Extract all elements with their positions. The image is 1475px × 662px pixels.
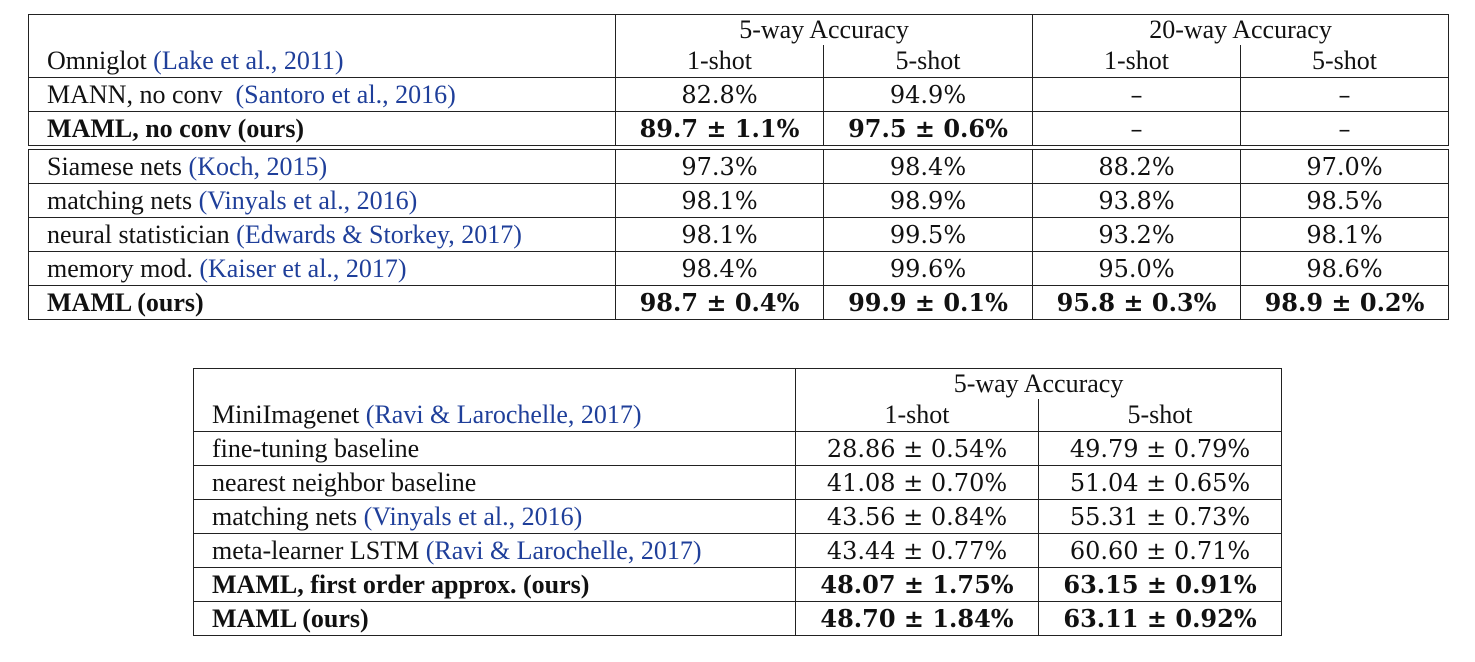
omniglot-dataset-citation[interactable]: (Lake et al., 2011): [153, 46, 344, 75]
method-name: MAML (ours): [212, 603, 369, 633]
method-name: MANN, no conv: [47, 79, 223, 109]
value-cell: 93.8%: [1033, 184, 1241, 218]
value-cell: 99.6%: [824, 252, 1033, 286]
mini-5shot-header: 5-shot: [1039, 399, 1282, 432]
omniglot-sub-header-row: [29, 45, 1449, 78]
method-cell: [29, 184, 616, 218]
table-row: [194, 466, 1282, 500]
value-cell: –: [1241, 78, 1449, 112]
method-cell: [29, 252, 616, 286]
mini-sub-header-row: [194, 399, 1282, 432]
omniglot-20way-header: 20-way Accuracy: [1033, 15, 1449, 46]
mini-5way-header: 5-way Accuracy: [796, 369, 1282, 400]
value-cell: 28.86 ± 0.54%: [796, 432, 1039, 466]
omniglot-20way-1shot-header: 1-shot: [1033, 45, 1241, 78]
method-name: Siamese nets: [47, 151, 183, 181]
method-cell: [29, 218, 616, 252]
method-cell: [29, 112, 616, 146]
value-cell: 51.04 ± 0.65%: [1039, 466, 1282, 500]
method-name: fine-tuning baseline: [212, 433, 420, 463]
omniglot-5way-5shot-header: 5-shot: [824, 45, 1033, 78]
omniglot-5way-1shot-header: 1-shot: [616, 45, 824, 78]
value-cell: 95.0%: [1033, 252, 1241, 286]
value-cell: 98.7 ± 0.4%: [616, 286, 824, 320]
method-citation[interactable]: (Koch, 2015): [188, 151, 328, 181]
value-cell: 98.1%: [1241, 218, 1449, 252]
method-name: MAML, no conv (ours): [47, 113, 305, 143]
method-citation[interactable]: (Edwards & Storkey, 2017): [236, 219, 522, 249]
mini-dataset-label: MiniImagenet: [212, 400, 360, 429]
value-cell: 98.5%: [1241, 184, 1449, 218]
omniglot-group-header-row: [29, 15, 1449, 46]
mini-dataset-cell: [194, 399, 796, 432]
value-cell: 98.4%: [824, 150, 1033, 184]
method-name: nearest neighbor baseline: [212, 467, 477, 497]
value-cell: 43.56 ± 0.84%: [796, 500, 1039, 534]
value-cell: 48.07 ± 1.75%: [796, 568, 1039, 602]
value-cell: –: [1033, 78, 1241, 112]
method-name: MAML, first order approx. (ours): [212, 569, 590, 599]
method-cell: [194, 602, 796, 636]
method-cell: [194, 534, 796, 568]
value-cell: 55.31 ± 0.73%: [1039, 500, 1282, 534]
value-cell: 98.4%: [616, 252, 824, 286]
value-cell: 97.5 ± 0.6%: [824, 112, 1033, 146]
value-cell: 60.60 ± 0.71%: [1039, 534, 1282, 568]
table-row: [29, 218, 1449, 252]
method-name: meta-learner LSTM: [212, 535, 420, 565]
method-name: matching nets: [47, 185, 193, 215]
method-cell: [194, 432, 796, 466]
value-cell: 63.15 ± 0.91%: [1039, 568, 1282, 602]
table-row: [194, 432, 1282, 466]
value-cell: 98.1%: [616, 218, 824, 252]
table-row: [194, 568, 1282, 602]
value-cell: 99.9 ± 0.1%: [824, 286, 1033, 320]
value-cell: 63.11 ± 0.92%: [1039, 602, 1282, 636]
method-cell: [29, 78, 616, 112]
method-citation[interactable]: (Vinyals et al., 2016): [363, 501, 583, 531]
method-name: memory mod.: [47, 253, 193, 283]
mini-corner-top: [194, 369, 796, 400]
mini-group-header-row: [194, 369, 1282, 400]
method-name: matching nets: [212, 501, 358, 531]
value-cell: 98.1%: [616, 184, 824, 218]
method-name: neural statistician: [47, 219, 230, 249]
omniglot-20way-5shot-header: 5-shot: [1241, 45, 1449, 78]
value-cell: 41.08 ± 0.70%: [796, 466, 1039, 500]
table-row: [29, 150, 1449, 184]
table-row: [29, 184, 1449, 218]
method-citation[interactable]: (Kaiser et al., 2017): [199, 253, 407, 283]
method-cell: [194, 466, 796, 500]
method-cell: [29, 150, 616, 184]
method-citation[interactable]: (Ravi & Larochelle, 2017): [425, 535, 702, 565]
table-row: [29, 252, 1449, 286]
method-citation[interactable]: (Santoro et al., 2016): [235, 79, 456, 109]
value-cell: –: [1033, 112, 1241, 146]
value-cell: 98.9%: [824, 184, 1033, 218]
omniglot-results-table: [28, 14, 1449, 320]
method-cell: [29, 286, 616, 320]
value-cell: 48.70 ± 1.84%: [796, 602, 1039, 636]
value-cell: 89.7 ± 1.1%: [616, 112, 824, 146]
miniimagenet-results-table: [193, 368, 1282, 636]
method-cell: [194, 500, 796, 534]
method-cell: [194, 568, 796, 602]
method-citation[interactable]: (Vinyals et al., 2016): [198, 185, 418, 215]
value-cell: 94.9%: [824, 78, 1033, 112]
table-row: [194, 500, 1282, 534]
omniglot-5way-header: 5-way Accuracy: [616, 15, 1033, 46]
value-cell: 97.0%: [1241, 150, 1449, 184]
table-row: [194, 602, 1282, 636]
value-cell: 95.8 ± 0.3%: [1033, 286, 1241, 320]
value-cell: 99.5%: [824, 218, 1033, 252]
omniglot-corner-top: [29, 15, 616, 46]
value-cell: 82.8%: [616, 78, 824, 112]
method-name: MAML (ours): [47, 287, 204, 317]
omniglot-dataset-cell: [29, 45, 616, 78]
omniglot-dataset-label: Omniglot: [47, 46, 147, 75]
table-row: [194, 534, 1282, 568]
value-cell: 43.44 ± 0.77%: [796, 534, 1039, 568]
table-row: [29, 112, 1449, 146]
value-cell: 98.6%: [1241, 252, 1449, 286]
table-row: [29, 78, 1449, 112]
value-cell: 49.79 ± 0.79%: [1039, 432, 1282, 466]
mini-dataset-citation[interactable]: (Ravi & Larochelle, 2017): [365, 400, 642, 429]
mini-1shot-header: 1-shot: [796, 399, 1039, 432]
value-cell: 88.2%: [1033, 150, 1241, 184]
value-cell: 98.9 ± 0.2%: [1241, 286, 1449, 320]
value-cell: –: [1241, 112, 1449, 146]
value-cell: 93.2%: [1033, 218, 1241, 252]
value-cell: 97.3%: [616, 150, 824, 184]
table-row: [29, 286, 1449, 320]
